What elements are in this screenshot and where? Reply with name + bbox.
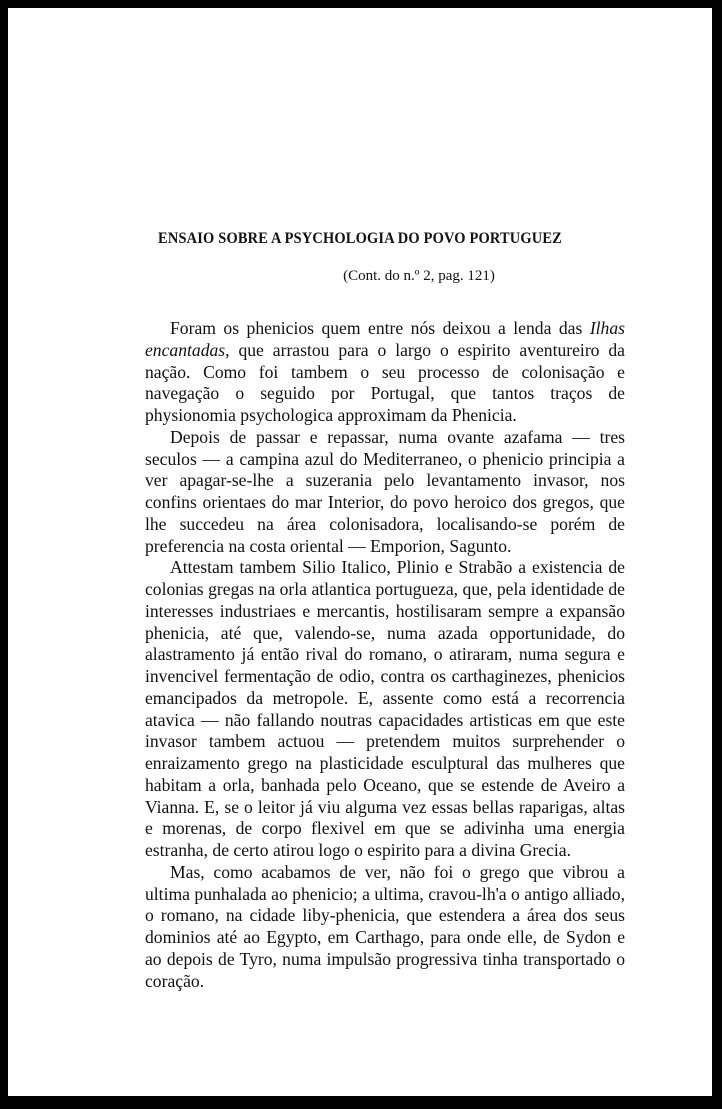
- article-title: ENSAIO SOBRE A PSYCHOLOGIA DO POVO PORTUGUEZ: [158, 230, 562, 247]
- paragraph-1-rest: que arrastou para o largo o espirito aventureiro da nação. Como foi tambem o seu processo de colonisação e navegação o seguido por Portugal, que tantos traços de physionomia psychologica approximam da Phenicia.: [145, 339, 625, 425]
- paragraph-3: Attestam tambem Silio Italico, Plinio e Strabão a existencia de colonias gregas na orla atlantica portugueza, que, pela identidade de interesses industriaes e mercantis, hostilisaram sempre a expansão phenicia, até que, valendo-se, numa azada opportunidade, do alastramento já então rival do romano, o atiraram, numa segura e invencivel fermentação de odio, contra os carthaginezes, phenicios emancipados da metropole. E, assente como está a recorrencia atavica — não fallando noutras capacidades artisticas em que este invasor tambem actuou — pretendem muitos surprehender o enraizamento grego na plasticidade esculptural das mulheres que habitam a orla, banhada pelo Oceano, que se estende de Aveiro a Vianna. E, se o leitor já viu alguma vez essas bellas raparigas, altas e morenas, de corpo flexivel em que se adivinha uma energia estranha, de certo atirou logo o espirito para a divina Grecia.: [145, 557, 625, 860]
- continuation-note: (Cont. do n.º 2, pag. 121): [343, 268, 495, 284]
- document-page: [8, 8, 712, 1096]
- paragraph-1-italic: Ilhas encantadas,: [145, 318, 625, 360]
- paragraph-1: [145, 318, 625, 427]
- paragraph-4: Mas, como acabamos de ver, não foi o grego que vibrou a ultima punhalada ao phenicio; a ultima, cravou-lh'a o antigo alliado, o romano, na cidade liby-phenicia, que estendera a área dos seus dominios até ao Egypto, em Carthago, para onde elle, de Sydon e ao depois de Tyro, numa impulsão progressiva tinha transportado o coração.: [145, 861, 625, 991]
- paragraph-2: Depois de passar e repassar, numa ovante azafama — tres seculos — a campina azul do Mediterraneo, o phenicio principia a ver apagar-se-lhe a suzerania pelo levantamento invasor, nos confins orientaes do mar Interior, do povo heroico dos gregos, que lhe succedeu na área colonisadora, localisando-se porém de preferencia na costa oriental — Emporion, Sagunto.: [145, 426, 625, 556]
- article-body: [145, 318, 625, 992]
- paragraph-1-lead: Foram os phenicios quem entre nós deixou a lenda das: [170, 318, 590, 338]
- article-subtitle: [8, 268, 712, 285]
